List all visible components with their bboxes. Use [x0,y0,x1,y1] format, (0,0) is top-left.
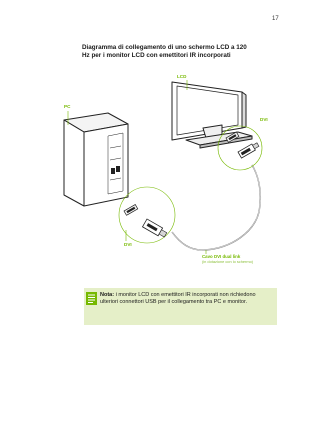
dvi-pc-plug-icon [143,219,168,239]
cable-caption-subtitle: (in dotazione con lo schermo) [202,259,254,265]
note-body: i monitor LCD con emettitori IR incorporati non richiedono ulteriori connettori USB per il collegamento tra PC e monitor. [100,292,256,306]
cable-caption-title: Cavo DVI dual link [202,254,241,259]
page-number: 17 [272,16,279,22]
diagram-title-line-1: Diagramma di collegamento di uno schermo LCD a 120 [82,44,247,51]
dvi-cable [172,165,260,250]
note-icon [86,292,97,305]
note-text [100,292,274,307]
label-pc: PC [64,104,71,109]
diagram-title-line-2: Hz per i monitor LCD con emettitori IR incorporati [82,52,231,60]
note-label: Nota: [100,292,115,298]
cable-caption [202,254,253,265]
label-dvi-pc: DVI [124,242,132,247]
dvi-pc-port-icon [124,205,138,216]
label-lcd: LCD [177,74,187,79]
pc-tower [64,113,128,206]
lcd-monitor [172,82,252,148]
label-dvi-monitor: DVI [260,117,268,122]
dvi-monitor-plug-icon [238,142,260,159]
